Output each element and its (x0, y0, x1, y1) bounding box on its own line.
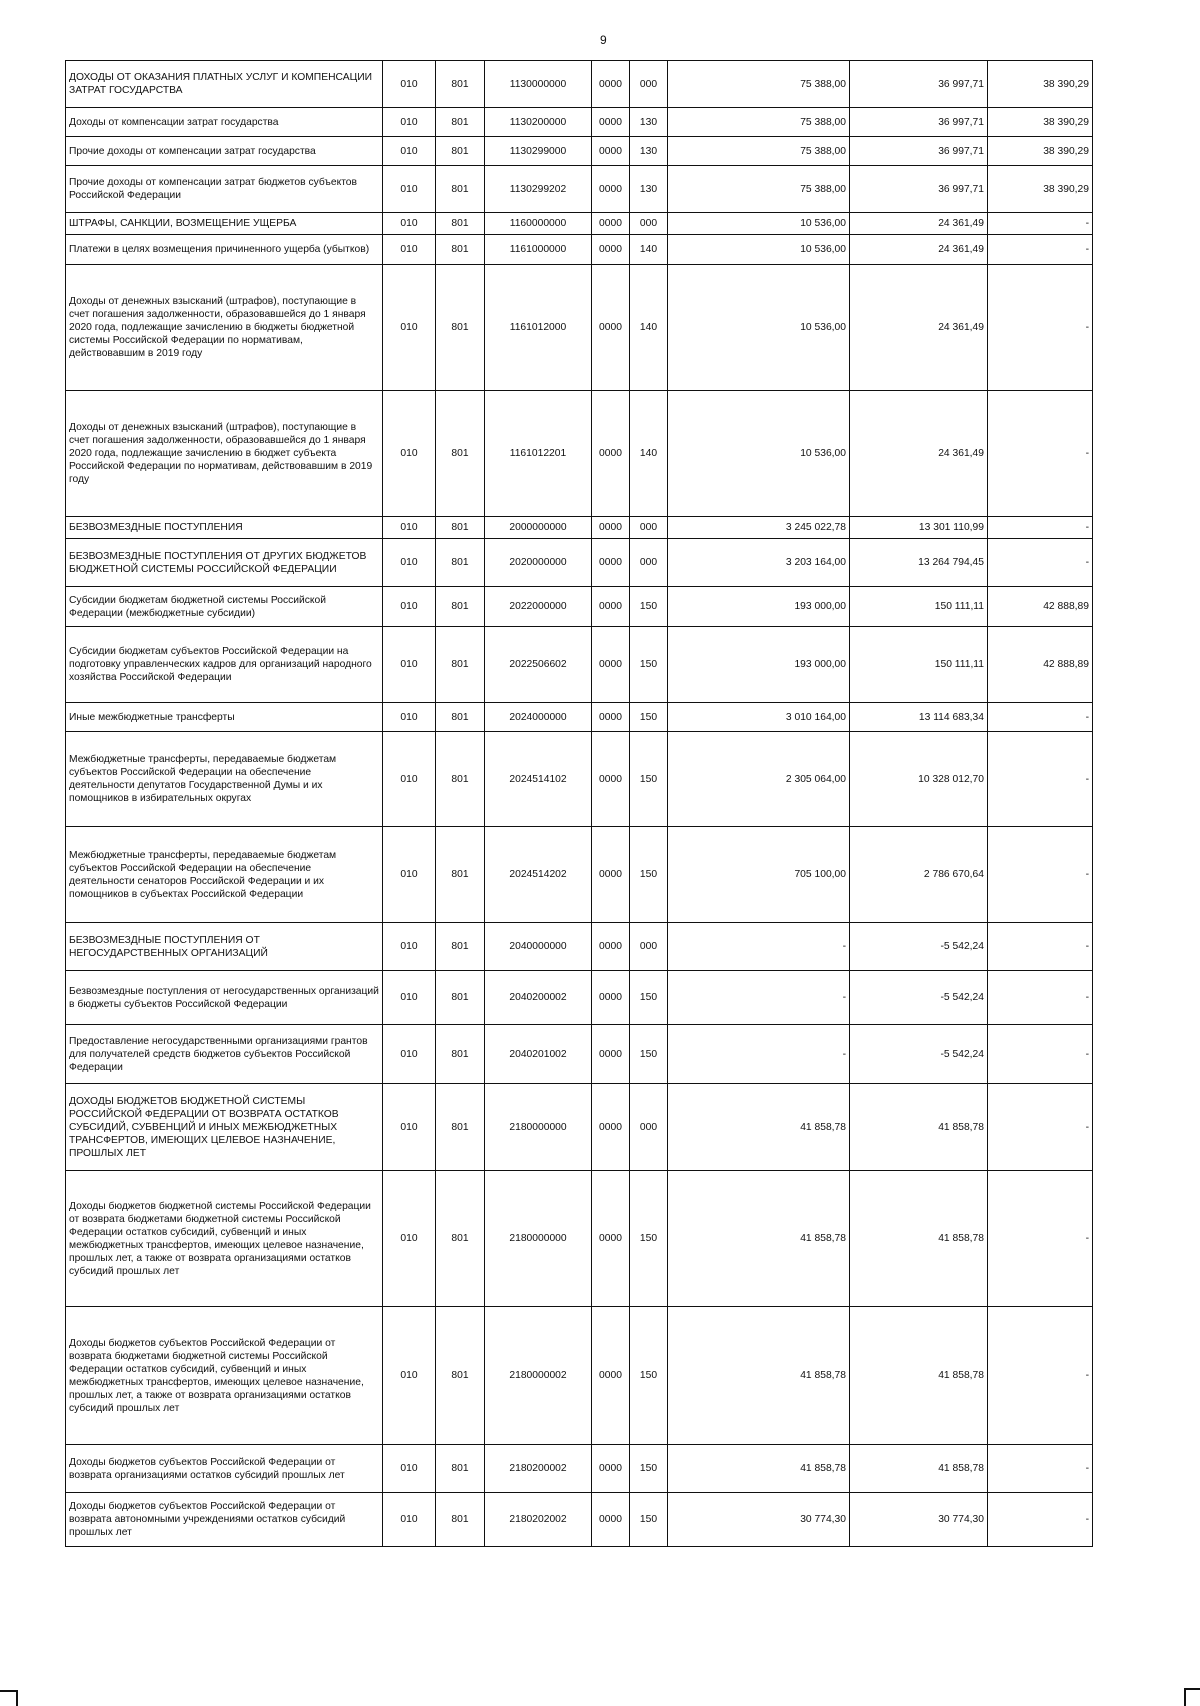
cell-kbk-code: 2000000000 (485, 517, 592, 539)
cell-amount-2: 41 858,78 (850, 1445, 988, 1493)
cell-code-5: 130 (630, 137, 668, 166)
cell-code-1: 010 (383, 108, 436, 137)
cell-code-1: 010 (383, 1307, 436, 1445)
row-name: Доходы бюджетов бюджетной системы Российской Федерации от возврата бюджетами бюджетной системы Российской Федерации остатков субсидий, субвенций и иных межбюджетных трансфертов, имеющих целевое назначение, прошлых лет, а также от возврата организациями остатков субсидий прошлых лет (66, 1171, 383, 1307)
cell-code-1: 010 (383, 517, 436, 539)
cell-amount-3: - (988, 1171, 1093, 1307)
cell-amount-2: 36 997,71 (850, 137, 988, 166)
table-row (66, 1025, 1093, 1084)
table-row (66, 827, 1093, 923)
cell-kbk-code: 1130000000 (485, 61, 592, 108)
cell-code-4: 0000 (592, 61, 630, 108)
cell-code-1: 010 (383, 1171, 436, 1307)
cell-kbk-code: 2024514202 (485, 827, 592, 923)
cell-code-1: 010 (383, 1084, 436, 1171)
cell-code-2: 801 (436, 971, 485, 1025)
table-row (66, 1307, 1093, 1445)
cell-code-4: 0000 (592, 971, 630, 1025)
revenue-table (65, 60, 1093, 1547)
cell-kbk-code: 2040201002 (485, 1025, 592, 1084)
cell-amount-3: - (988, 1445, 1093, 1493)
row-name: Субсидии бюджетам субъектов Российской Федерации на подготовку управленческих кадров для организаций народного хозяйства Российской Федерации (66, 627, 383, 703)
cell-amount-3: - (988, 1307, 1093, 1445)
cell-code-5: 150 (630, 971, 668, 1025)
cell-code-2: 801 (436, 265, 485, 391)
cell-code-5: 150 (630, 732, 668, 827)
cell-amount-1: 3 010 164,00 (668, 703, 850, 732)
row-name: Доходы от компенсации затрат государства (66, 108, 383, 137)
cell-amount-3: - (988, 703, 1093, 732)
cell-amount-3: - (988, 732, 1093, 827)
cell-code-1: 010 (383, 1493, 436, 1547)
cell-code-4: 0000 (592, 166, 630, 213)
cell-amount-1: 193 000,00 (668, 627, 850, 703)
cell-code-5: 000 (630, 923, 668, 971)
cell-amount-2: 41 858,78 (850, 1084, 988, 1171)
cell-kbk-code: 1161012000 (485, 265, 592, 391)
cell-amount-2: 36 997,71 (850, 61, 988, 108)
cell-kbk-code: 2022506602 (485, 627, 592, 703)
cell-amount-1: 41 858,78 (668, 1307, 850, 1445)
cell-amount-3: 42 888,89 (988, 627, 1093, 703)
cell-code-1: 010 (383, 971, 436, 1025)
cell-code-4: 0000 (592, 1493, 630, 1547)
row-name: ДОХОДЫ БЮДЖЕТОВ БЮДЖЕТНОЙ СИСТЕМЫ РОССИЙСКОЙ ФЕДЕРАЦИИ ОТ ВОЗВРАТА ОСТАТКОВ СУБСИДИЙ, СУБВЕНЦИЙ И ИНЫХ МЕЖБЮДЖЕТНЫХ ТРАНСФЕРТОВ, ИМЕЮЩИХ ЦЕЛЕВОЕ НАЗНАЧЕНИЕ, ПРОШЛЫХ ЛЕТ (66, 1084, 383, 1171)
cell-code-5: 130 (630, 108, 668, 137)
cell-amount-1: 10 536,00 (668, 213, 850, 235)
cell-code-4: 0000 (592, 539, 630, 587)
table-row (66, 213, 1093, 235)
table-row (66, 166, 1093, 213)
row-name: Межбюджетные трансферты, передаваемые бюджетам субъектов Российской Федерации на обеспечение деятельности депутатов Государственной Думы и их помощников в избирательных округах (66, 732, 383, 827)
page-number: 9 (600, 33, 607, 47)
cell-code-1: 010 (383, 627, 436, 703)
cell-amount-2: 24 361,49 (850, 235, 988, 265)
cell-amount-1: 75 388,00 (668, 108, 850, 137)
cell-code-4: 0000 (592, 1445, 630, 1493)
cell-amount-3: 38 390,29 (988, 108, 1093, 137)
cell-kbk-code: 1161000000 (485, 235, 592, 265)
cell-code-4: 0000 (592, 108, 630, 137)
cell-code-5: 000 (630, 213, 668, 235)
cell-code-2: 801 (436, 213, 485, 235)
cell-amount-2: 30 774,30 (850, 1493, 988, 1547)
cell-code-2: 801 (436, 1445, 485, 1493)
cell-code-4: 0000 (592, 265, 630, 391)
row-name: ШТРАФЫ, САНКЦИИ, ВОЗМЕЩЕНИЕ УЩЕРБА (66, 213, 383, 235)
row-name: Безвозмездные поступления от негосударственных организаций в бюджеты субъектов Российской Федерации (66, 971, 383, 1025)
cell-code-4: 0000 (592, 587, 630, 627)
table-body (66, 61, 1093, 1547)
cell-code-5: 140 (630, 235, 668, 265)
cell-amount-3: - (988, 1493, 1093, 1547)
cell-code-1: 010 (383, 732, 436, 827)
cell-amount-1: 10 536,00 (668, 235, 850, 265)
row-name: БЕЗВОЗМЕЗДНЫЕ ПОСТУПЛЕНИЯ ОТ НЕГОСУДАРСТВЕННЫХ ОРГАНИЗАЦИЙ (66, 923, 383, 971)
cell-code-2: 801 (436, 703, 485, 732)
cell-kbk-code: 1130299202 (485, 166, 592, 213)
cell-code-4: 0000 (592, 1307, 630, 1445)
cell-code-1: 010 (383, 1445, 436, 1493)
cell-code-4: 0000 (592, 923, 630, 971)
cell-amount-2: 2 786 670,64 (850, 827, 988, 923)
cell-kbk-code: 2180202002 (485, 1493, 592, 1547)
cell-kbk-code: 2180200002 (485, 1445, 592, 1493)
cell-code-5: 150 (630, 1307, 668, 1445)
cell-amount-2: -5 542,24 (850, 923, 988, 971)
scan-corner-mark (1184, 1688, 1200, 1706)
cell-amount-1: 41 858,78 (668, 1084, 850, 1171)
row-name: Предоставление негосударственными организациями грантов для получателей средств бюджетов субъектов Российской Федерации (66, 1025, 383, 1084)
cell-kbk-code: 1161012201 (485, 391, 592, 517)
cell-amount-1: 10 536,00 (668, 391, 850, 517)
table-row (66, 108, 1093, 137)
cell-amount-3: - (988, 213, 1093, 235)
cell-amount-1: 75 388,00 (668, 166, 850, 213)
row-name: Иные межбюджетные трансферты (66, 703, 383, 732)
cell-code-2: 801 (436, 732, 485, 827)
cell-amount-3: - (988, 265, 1093, 391)
cell-amount-1: 705 100,00 (668, 827, 850, 923)
table-row (66, 517, 1093, 539)
cell-code-5: 000 (630, 61, 668, 108)
table-row (66, 587, 1093, 627)
row-name: Доходы бюджетов субъектов Российской Федерации от возврата автономными учреждениями остатков субсидий прошлых лет (66, 1493, 383, 1547)
cell-code-4: 0000 (592, 1084, 630, 1171)
cell-code-1: 010 (383, 166, 436, 213)
cell-code-1: 010 (383, 391, 436, 517)
cell-code-5: 000 (630, 517, 668, 539)
cell-code-4: 0000 (592, 517, 630, 539)
cell-kbk-code: 2040000000 (485, 923, 592, 971)
table-row (66, 265, 1093, 391)
cell-kbk-code: 2040200002 (485, 971, 592, 1025)
row-name: ДОХОДЫ ОТ ОКАЗАНИЯ ПЛАТНЫХ УСЛУГ И КОМПЕНСАЦИИ ЗАТРАТ ГОСУДАРСТВА (66, 61, 383, 108)
cell-amount-1: 10 536,00 (668, 265, 850, 391)
cell-code-2: 801 (436, 627, 485, 703)
cell-code-2: 801 (436, 166, 485, 213)
cell-amount-2: 41 858,78 (850, 1307, 988, 1445)
cell-code-1: 010 (383, 539, 436, 587)
cell-code-5: 140 (630, 265, 668, 391)
table-row (66, 391, 1093, 517)
cell-code-2: 801 (436, 1084, 485, 1171)
cell-kbk-code: 2180000002 (485, 1307, 592, 1445)
cell-amount-2: 24 361,49 (850, 213, 988, 235)
cell-amount-3: - (988, 971, 1093, 1025)
cell-amount-3: 42 888,89 (988, 587, 1093, 627)
table-row (66, 1171, 1093, 1307)
cell-kbk-code: 1130200000 (485, 108, 592, 137)
cell-code-4: 0000 (592, 732, 630, 827)
cell-amount-2: 10 328 012,70 (850, 732, 988, 827)
cell-amount-2: 150 111,11 (850, 587, 988, 627)
cell-amount-2: 24 361,49 (850, 265, 988, 391)
cell-code-2: 801 (436, 1025, 485, 1084)
cell-amount-3: - (988, 923, 1093, 971)
table-row (66, 627, 1093, 703)
cell-code-1: 010 (383, 923, 436, 971)
table-row (66, 61, 1093, 108)
row-name: Доходы от денежных взысканий (штрафов), поступающие в счет погашения задолженности, образовавшейся до 1 января 2020 года, подлежащие зачислению в бюджет субъекта Российской Федерации по нормативам, действовавшим в 2019 году (66, 391, 383, 517)
cell-amount-2: 24 361,49 (850, 391, 988, 517)
cell-kbk-code: 2022000000 (485, 587, 592, 627)
table-row (66, 137, 1093, 166)
cell-amount-3: - (988, 1084, 1093, 1171)
cell-code-5: 150 (630, 627, 668, 703)
cell-kbk-code: 2024514102 (485, 732, 592, 827)
cell-amount-3: 38 390,29 (988, 137, 1093, 166)
cell-amount-3: - (988, 1025, 1093, 1084)
cell-amount-2: 150 111,11 (850, 627, 988, 703)
cell-amount-3: 38 390,29 (988, 166, 1093, 213)
cell-code-4: 0000 (592, 827, 630, 923)
cell-amount-2: 36 997,71 (850, 166, 988, 213)
cell-amount-3: - (988, 391, 1093, 517)
cell-code-4: 0000 (592, 627, 630, 703)
cell-code-5: 150 (630, 827, 668, 923)
table-row (66, 539, 1093, 587)
table-row (66, 1084, 1093, 1171)
cell-amount-3: - (988, 235, 1093, 265)
cell-amount-2: 13 264 794,45 (850, 539, 988, 587)
cell-code-5: 000 (630, 1084, 668, 1171)
row-name: Доходы от денежных взысканий (штрафов), поступающие в счет погашения задолженности, образовавшейся до 1 января 2020 года, подлежащие зачислению в бюджеты бюджетной системы Российской Федерации по нормативам, действовавшим в 2019 году (66, 265, 383, 391)
cell-amount-1: 75 388,00 (668, 61, 850, 108)
table-row (66, 703, 1093, 732)
cell-amount-1: 41 858,78 (668, 1171, 850, 1307)
scan-corner-mark (0, 1690, 18, 1706)
cell-code-2: 801 (436, 923, 485, 971)
cell-amount-1: - (668, 923, 850, 971)
cell-amount-3: - (988, 517, 1093, 539)
cell-code-5: 140 (630, 391, 668, 517)
cell-amount-1: 3 203 164,00 (668, 539, 850, 587)
cell-code-5: 150 (630, 1445, 668, 1493)
cell-amount-1: - (668, 971, 850, 1025)
cell-code-5: 150 (630, 1025, 668, 1084)
cell-kbk-code: 2024000000 (485, 703, 592, 732)
cell-kbk-code: 1160000000 (485, 213, 592, 235)
cell-amount-3: 38 390,29 (988, 61, 1093, 108)
cell-amount-1: 30 774,30 (668, 1493, 850, 1547)
cell-code-1: 010 (383, 61, 436, 108)
cell-kbk-code: 2020000000 (485, 539, 592, 587)
cell-code-5: 150 (630, 1171, 668, 1307)
row-name: БЕЗВОЗМЕЗДНЫЕ ПОСТУПЛЕНИЯ ОТ ДРУГИХ БЮДЖЕТОВ БЮДЖЕТНОЙ СИСТЕМЫ РОССИЙСКОЙ ФЕДЕРАЦИИ (66, 539, 383, 587)
cell-code-1: 010 (383, 587, 436, 627)
cell-code-2: 801 (436, 587, 485, 627)
cell-code-2: 801 (436, 1171, 485, 1307)
cell-kbk-code: 2180000000 (485, 1084, 592, 1171)
cell-code-1: 010 (383, 1025, 436, 1084)
cell-code-2: 801 (436, 1493, 485, 1547)
cell-code-1: 010 (383, 827, 436, 923)
cell-kbk-code: 2180000000 (485, 1171, 592, 1307)
cell-amount-1: 75 388,00 (668, 137, 850, 166)
cell-amount-3: - (988, 539, 1093, 587)
row-name: Доходы бюджетов субъектов Российской Федерации от возврата бюджетами бюджетной системы Российской Федерации остатков субсидий, субвенций и иных межбюджетных трансфертов, имеющих целевое назначение, прошлых лет, а также от возврата организациями остатков субсидий прошлых лет (66, 1307, 383, 1445)
cell-code-4: 0000 (592, 1025, 630, 1084)
cell-code-2: 801 (436, 827, 485, 923)
row-name: Субсидии бюджетам бюджетной системы Российской Федерации (межбюджетные субсидии) (66, 587, 383, 627)
cell-amount-1: 41 858,78 (668, 1445, 850, 1493)
table-row (66, 1493, 1093, 1547)
cell-code-1: 010 (383, 213, 436, 235)
cell-code-4: 0000 (592, 391, 630, 517)
cell-code-2: 801 (436, 61, 485, 108)
table-row (66, 235, 1093, 265)
cell-code-4: 0000 (592, 213, 630, 235)
cell-kbk-code: 1130299000 (485, 137, 592, 166)
cell-code-5: 150 (630, 1493, 668, 1547)
cell-amount-2: 13 301 110,99 (850, 517, 988, 539)
table-row (66, 1445, 1093, 1493)
cell-code-4: 0000 (592, 235, 630, 265)
row-name: Доходы бюджетов субъектов Российской Федерации от возврата организациями остатков субсидий прошлых лет (66, 1445, 383, 1493)
row-name: Межбюджетные трансферты, передаваемые бюджетам субъектов Российской Федерации на обеспечение деятельности сенаторов Российской Федерации и их помощников в субъектах Российской Федерации (66, 827, 383, 923)
cell-amount-2: 41 858,78 (850, 1171, 988, 1307)
cell-code-2: 801 (436, 235, 485, 265)
cell-amount-2: 36 997,71 (850, 108, 988, 137)
cell-amount-3: - (988, 827, 1093, 923)
cell-amount-2: -5 542,24 (850, 971, 988, 1025)
cell-code-5: 150 (630, 703, 668, 732)
cell-code-2: 801 (436, 517, 485, 539)
cell-amount-1: 2 305 064,00 (668, 732, 850, 827)
cell-code-5: 000 (630, 539, 668, 587)
cell-code-4: 0000 (592, 137, 630, 166)
cell-code-2: 801 (436, 137, 485, 166)
cell-code-1: 010 (383, 703, 436, 732)
table-row (66, 923, 1093, 971)
cell-code-5: 150 (630, 587, 668, 627)
cell-code-1: 010 (383, 137, 436, 166)
cell-code-2: 801 (436, 1307, 485, 1445)
row-name: Прочие доходы от компенсации затрат бюджетов субъектов Российской Федерации (66, 166, 383, 213)
cell-code-2: 801 (436, 391, 485, 517)
cell-amount-2: -5 542,24 (850, 1025, 988, 1084)
cell-amount-1: 193 000,00 (668, 587, 850, 627)
row-name: Прочие доходы от компенсации затрат государства (66, 137, 383, 166)
cell-code-2: 801 (436, 539, 485, 587)
cell-code-4: 0000 (592, 1171, 630, 1307)
cell-amount-1: 3 245 022,78 (668, 517, 850, 539)
table-row (66, 732, 1093, 827)
cell-amount-2: 13 114 683,34 (850, 703, 988, 732)
table-row (66, 971, 1093, 1025)
cell-code-4: 0000 (592, 703, 630, 732)
cell-code-5: 130 (630, 166, 668, 213)
cell-code-2: 801 (436, 108, 485, 137)
row-name: Платежи в целях возмещения причиненного ущерба (убытков) (66, 235, 383, 265)
cell-code-1: 010 (383, 265, 436, 391)
cell-code-1: 010 (383, 235, 436, 265)
row-name: БЕЗВОЗМЕЗДНЫЕ ПОСТУПЛЕНИЯ (66, 517, 383, 539)
cell-amount-1: - (668, 1025, 850, 1084)
